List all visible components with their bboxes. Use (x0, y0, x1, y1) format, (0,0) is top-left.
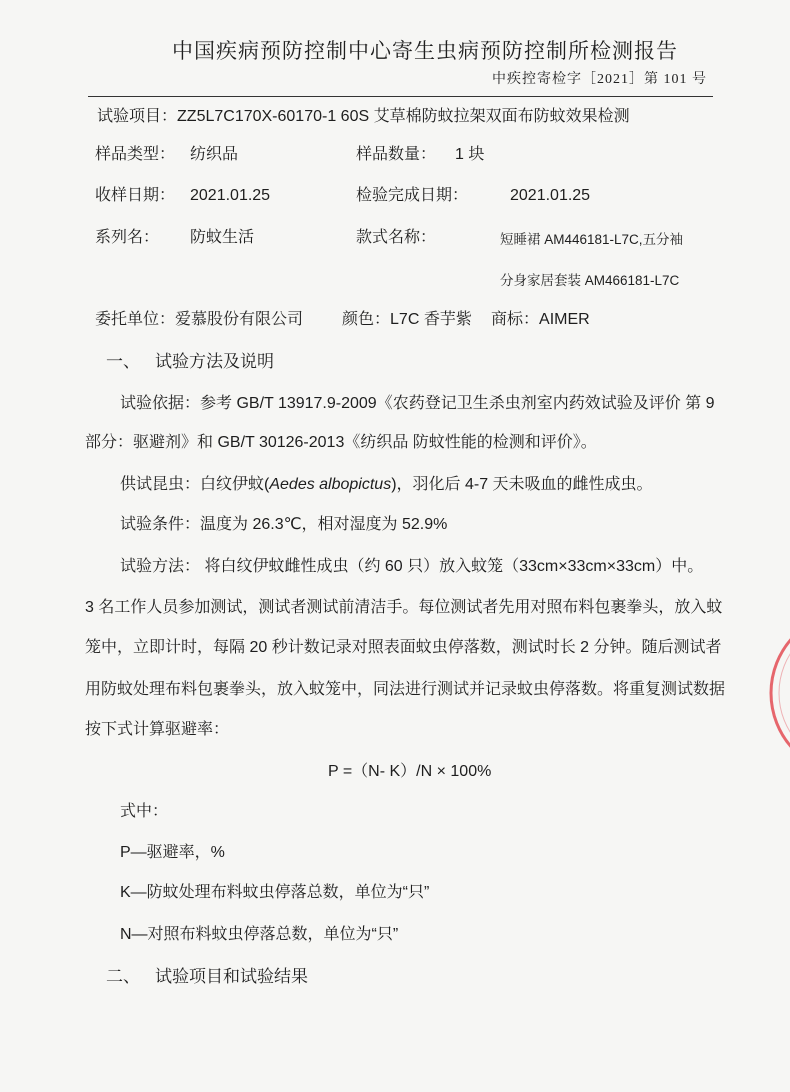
insect-suffix: )，羽化后 4-7 天未吸血的雌性成虫。 (391, 476, 653, 493)
section1-number: 一、 (106, 352, 140, 371)
insect-prefix: 供试昆虫：白纹伊蚊( (120, 476, 270, 493)
test-item-value: ZZ5L7C170X-60170-1 60S 艾草棉防蚊拉架双面布防蚊效果检测 (177, 108, 630, 125)
section2-title: 试验项目和试验结果 (155, 967, 308, 986)
sample-type-label: 样品类型： (95, 146, 176, 163)
series-value: 防蚊生活 (190, 229, 255, 246)
completed-date-value: 2021.01.25 (510, 187, 591, 204)
report-number: 中疾控寄检字［2021］第 101 号 (492, 72, 707, 87)
method-line: 试验方法： 将白纹伊蚊雌性成虫（约 60 只）放入蚊笼（33cm×33cm×33cm）中。 (120, 558, 704, 575)
client-value: 爱慕股份有限公司 (175, 311, 304, 328)
style-value-line1: 短睡裙 AM446181-L7C,五分袖 (500, 232, 684, 247)
section1-title: 试验方法及说明 (155, 352, 274, 371)
header-divider (88, 96, 713, 97)
test-item-label: 试验项目： (97, 108, 178, 125)
method-line: 3 名工作人员参加测试，测试者测试前清洁手。每位测试者先用对照布料包裹拳头，放入蚊 (85, 599, 723, 616)
series-label: 系列名： (95, 229, 160, 246)
sample-qty-label: 样品数量： (356, 146, 437, 163)
definition-line: N—对照布料蚊虫停落总数，单位为“只” (120, 926, 399, 943)
color-value: L7C 香芋紫 (390, 311, 472, 328)
test-item-row (97, 107, 630, 127)
section2-number: 二、 (106, 967, 140, 986)
where-label: 式中： (120, 803, 169, 820)
definition-line: K—防蚊处理布料蚊虫停落总数，单位为“只” (120, 884, 430, 901)
insect-latin-name: Aedes albopictus (269, 476, 392, 493)
style-value-line2: 分身家居套装 AM466181-L7C (500, 273, 680, 288)
method-line: 按下式计算驱避率： (85, 721, 230, 738)
color-label: 颜色： (342, 311, 391, 328)
definition-line: P—驱避率，% (120, 844, 225, 861)
style-label: 款式名称： (356, 229, 437, 246)
sample-qty-value: 1 块 (455, 146, 485, 163)
client-label: 委托单位： (95, 311, 176, 328)
brand-value: AIMER (539, 311, 590, 328)
brand-row (491, 310, 590, 330)
method-line: 用防蚊处理布料包裹拳头，放入蚊笼中，同法进行测试并记录蚊虫停落数。将重复测试数据 (85, 681, 726, 698)
brand-label: 商标： (491, 311, 540, 328)
conditions-line: 试验条件：温度为 26.3℃，相对湿度为 52.9% (120, 516, 448, 533)
color-row (342, 310, 472, 330)
insect-line (120, 475, 653, 495)
official-seal-stamp (758, 605, 790, 780)
received-date-label: 收样日期： (95, 187, 176, 204)
received-date-value: 2021.01.25 (190, 187, 271, 204)
formula: P =（N- K）/N × 100% (328, 763, 492, 780)
completed-date-label: 检验完成日期： (356, 187, 469, 204)
basis-line: 部分：驱避剂》和 GB/T 30126-2013《纺织品 防蚊性能的检测和评价》。 (85, 434, 597, 451)
report-title: 中国疾病预防控制中心寄生虫病预防控制所检测报告 (172, 39, 678, 63)
client-row (95, 310, 303, 330)
basis-line: 试验依据：参考 GB/T 13917.9-2009《农药登记卫生杀虫剂室内药效试验及评价 第 9 (120, 395, 715, 412)
method-line: 笼中，立即计时，每隔 20 秒计数记录对照表面蚊虫停落数，测试时长 2 分钟。随后测试者 (85, 639, 722, 656)
sample-type-value: 纺织品 (190, 146, 239, 163)
